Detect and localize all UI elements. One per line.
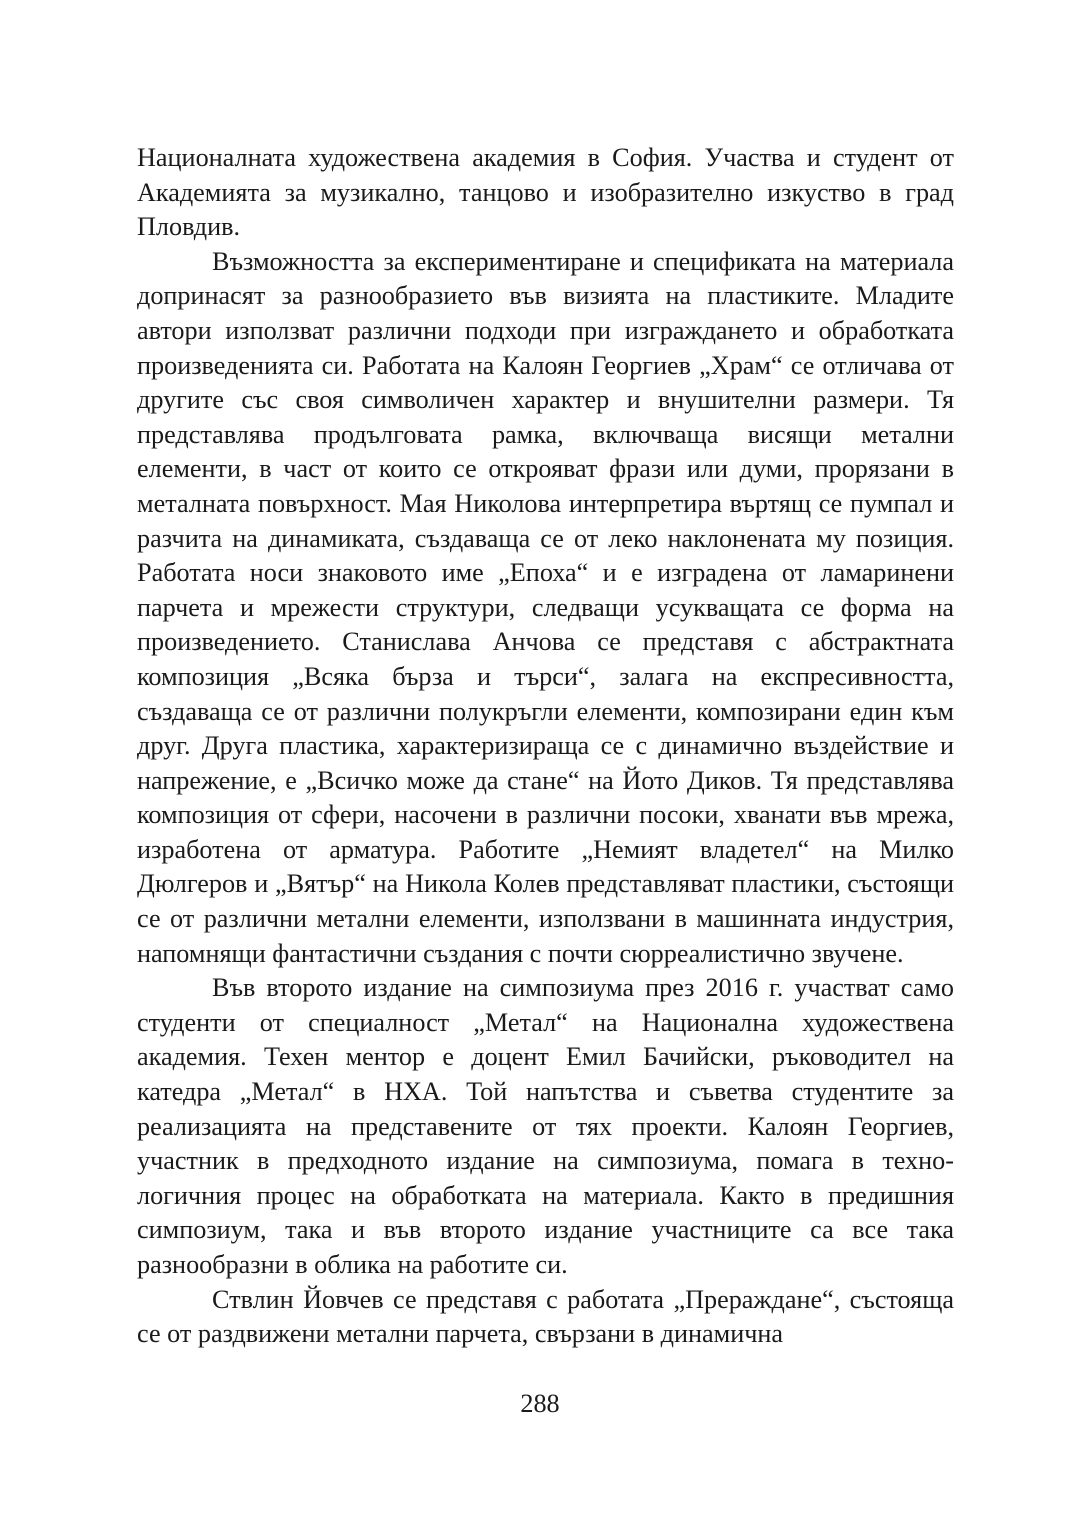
paragraph-1: Националната художествена академия в София. Участва и студент от Академията за музикално, танцово и изобразително изкуство в град Пловдив. xyxy=(137,143,954,242)
page-number: 288 xyxy=(520,1389,560,1418)
body-text xyxy=(137,141,954,1352)
paragraph-3: Във второто издание на симпозиума през 2016 г. участват само студенти от специалност „Метал“ на Национална художествена академия. Техен ментор е доцент Емил Бачийски, ръководител на катедра „Метал“ в НХА. Той напътства и съветва студентите за реализацията на представените от тях проекти. Калоян Георгиев, участник в предходното издание на симпозиума, помага в технологичния процес на обработката на материала. Както в предишния симпозиум, така и във второто издание участниците са все така разнообразни в облика на работите си. xyxy=(137,973,954,1279)
paragraph-2: Възможността за експериментиране и спецификата на материала допринасят за разнообразието във визията на пластиките. Младите автори използват различни подходи при изграждането и обработката произведенията си. Работата на Калоян Георгиев „Храм“ се отличава от другите със своя символичен характер и внушителни размери. Тя представлява продълговата рамка, включваща висящи метални елементи, в част от които се открояват фрази или думи, прорязани в металната повърхност. Мая Николова интерпретира въртящ се пумпал и разчита на динамиката, създаваща се от леко наклонената му позиция. Работата носи знаковото име „Епоха“ и е изградена от ламаринени парчета и мрежести структури, следващи усукващата се форма на произведението. Станислава Анчова се представя с абстрактната композиция „Всяка бързa и търси“, залага на експресивността, създаваща се от различни полукръгли елементи, композирани един към друг. Друга пластика, характеризираща се с динамично въздействие и напрежение, е „Всичко може да стане“ на Йото Диков. Тя представлява композиция от сфери, насочени в различни посоки, хванати във мрежа, изработена от арматура. Работите „Немият владетел“ на Милко Дюлгеров и „Вятър“ на Никола Колев представляват пластики, състоящи се от различни метални елементи, използвани в машинната индустрия, напомнящи фантастични създания с почти сюрреалистично звучене. xyxy=(137,246,954,968)
paragraph-4: Ствлин Йовчев се представя с работата „Прераждане“, състояща се от раздвижени метални парчета, свързани в динамична xyxy=(137,1284,954,1349)
